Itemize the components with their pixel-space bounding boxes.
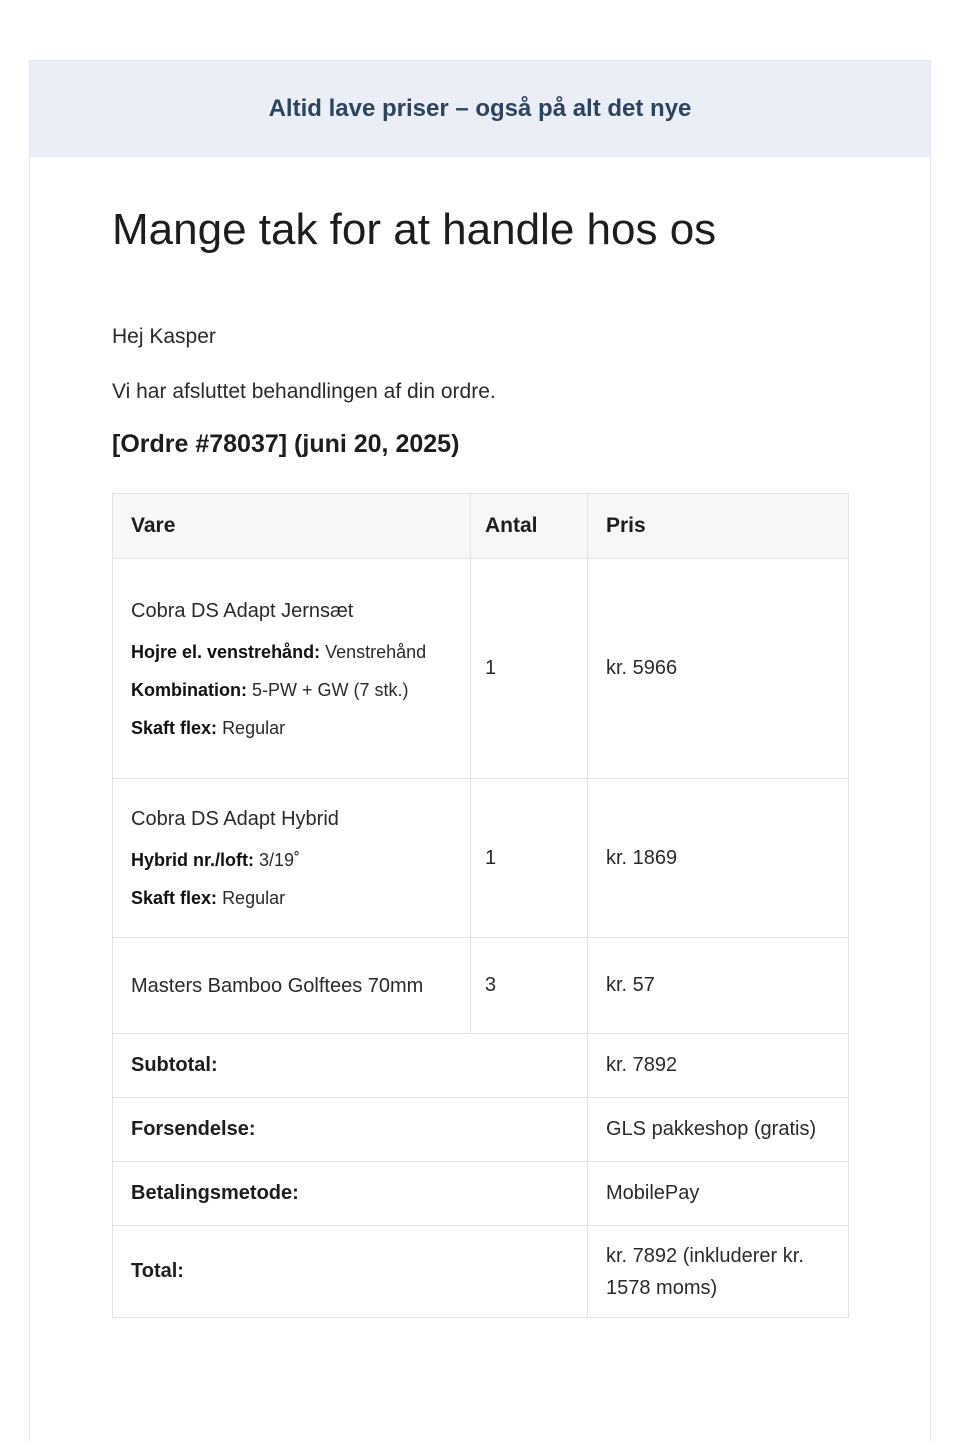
- product-name: Cobra DS Adapt Jernsæt: [131, 599, 354, 622]
- price-cell: kr. 57: [588, 938, 849, 1034]
- totals-row: [113, 1098, 849, 1162]
- product-meta: Skaft flex: Regular: [131, 888, 286, 908]
- totals-row: [113, 1226, 849, 1318]
- meta-value: 3/19˚: [259, 850, 301, 870]
- meta-value: 5-PW + GW (7 stk.): [252, 679, 409, 700]
- meta-label: Skaft flex: [131, 888, 212, 908]
- total-label: Total:: [113, 1226, 588, 1318]
- totals-row: [113, 1162, 849, 1226]
- subtotal-label: Subtotal:: [113, 1034, 588, 1098]
- payment-method-value: MobilePay: [588, 1162, 849, 1226]
- item-cell: [113, 559, 471, 779]
- meta-value: Regular: [222, 717, 286, 738]
- product-meta: Kombination: 5-PW + GW (7 stk.): [131, 679, 409, 700]
- price-cell: kr. 1869: [588, 779, 849, 938]
- header-quantity: Antal: [471, 494, 588, 559]
- quantity-cell: 1: [471, 779, 588, 938]
- shipping-label: Forsendelse:: [113, 1098, 588, 1162]
- product-meta: Hybrid nr./loft: 3/19˚: [131, 850, 301, 870]
- intro-text: Vi har afsluttet behandlingen af din ordre.: [112, 380, 496, 403]
- product-meta: Skaft flex: Regular: [131, 717, 286, 738]
- meta-value: Venstrehånd: [325, 641, 427, 662]
- table-row: [113, 559, 849, 779]
- header-item: Vare: [113, 494, 471, 559]
- table-row: [113, 779, 849, 938]
- total-value: kr. 7892 (inkluderer kr. 1578 moms): [588, 1226, 849, 1318]
- meta-label: Skaft flex: [131, 717, 212, 738]
- price-cell: kr. 5966: [588, 559, 849, 779]
- item-cell: [113, 779, 471, 938]
- item-cell: [113, 938, 471, 1034]
- order-table: [112, 493, 849, 1318]
- meta-label: Hojre el. venstrehånd: [131, 641, 315, 662]
- thank-you-heading: Mange tak for at handle hos os: [112, 205, 717, 254]
- table-row: [113, 938, 849, 1034]
- promo-banner: [30, 61, 930, 157]
- payment-method-label: Betalingsmetode:: [113, 1162, 588, 1226]
- totals-row: [113, 1034, 849, 1098]
- greeting: Hej Kasper: [112, 325, 216, 348]
- quantity-cell: 1: [471, 559, 588, 779]
- table-header-row: [113, 494, 849, 559]
- meta-label: Hybrid nr./loft: [131, 850, 248, 870]
- shipping-value: GLS pakkeshop (gratis): [588, 1098, 849, 1162]
- header-price: Pris: [588, 494, 849, 559]
- meta-label: Kombination: [131, 679, 241, 700]
- meta-value: Regular: [222, 888, 286, 908]
- quantity-cell: 3: [471, 938, 588, 1034]
- email-card: [29, 60, 931, 1441]
- product-name: Masters Bamboo Golftees 70mm: [131, 974, 424, 997]
- product-meta: Hojre el. venstrehånd: Venstrehånd: [131, 641, 427, 662]
- product-name: Cobra DS Adapt Hybrid: [131, 808, 339, 830]
- order-heading: [Ordre #78037] (juni 20, 2025): [112, 430, 460, 458]
- promo-banner-text: Altid lave priser – også på alt det nye: [268, 95, 692, 122]
- subtotal-value: kr. 7892: [588, 1034, 849, 1098]
